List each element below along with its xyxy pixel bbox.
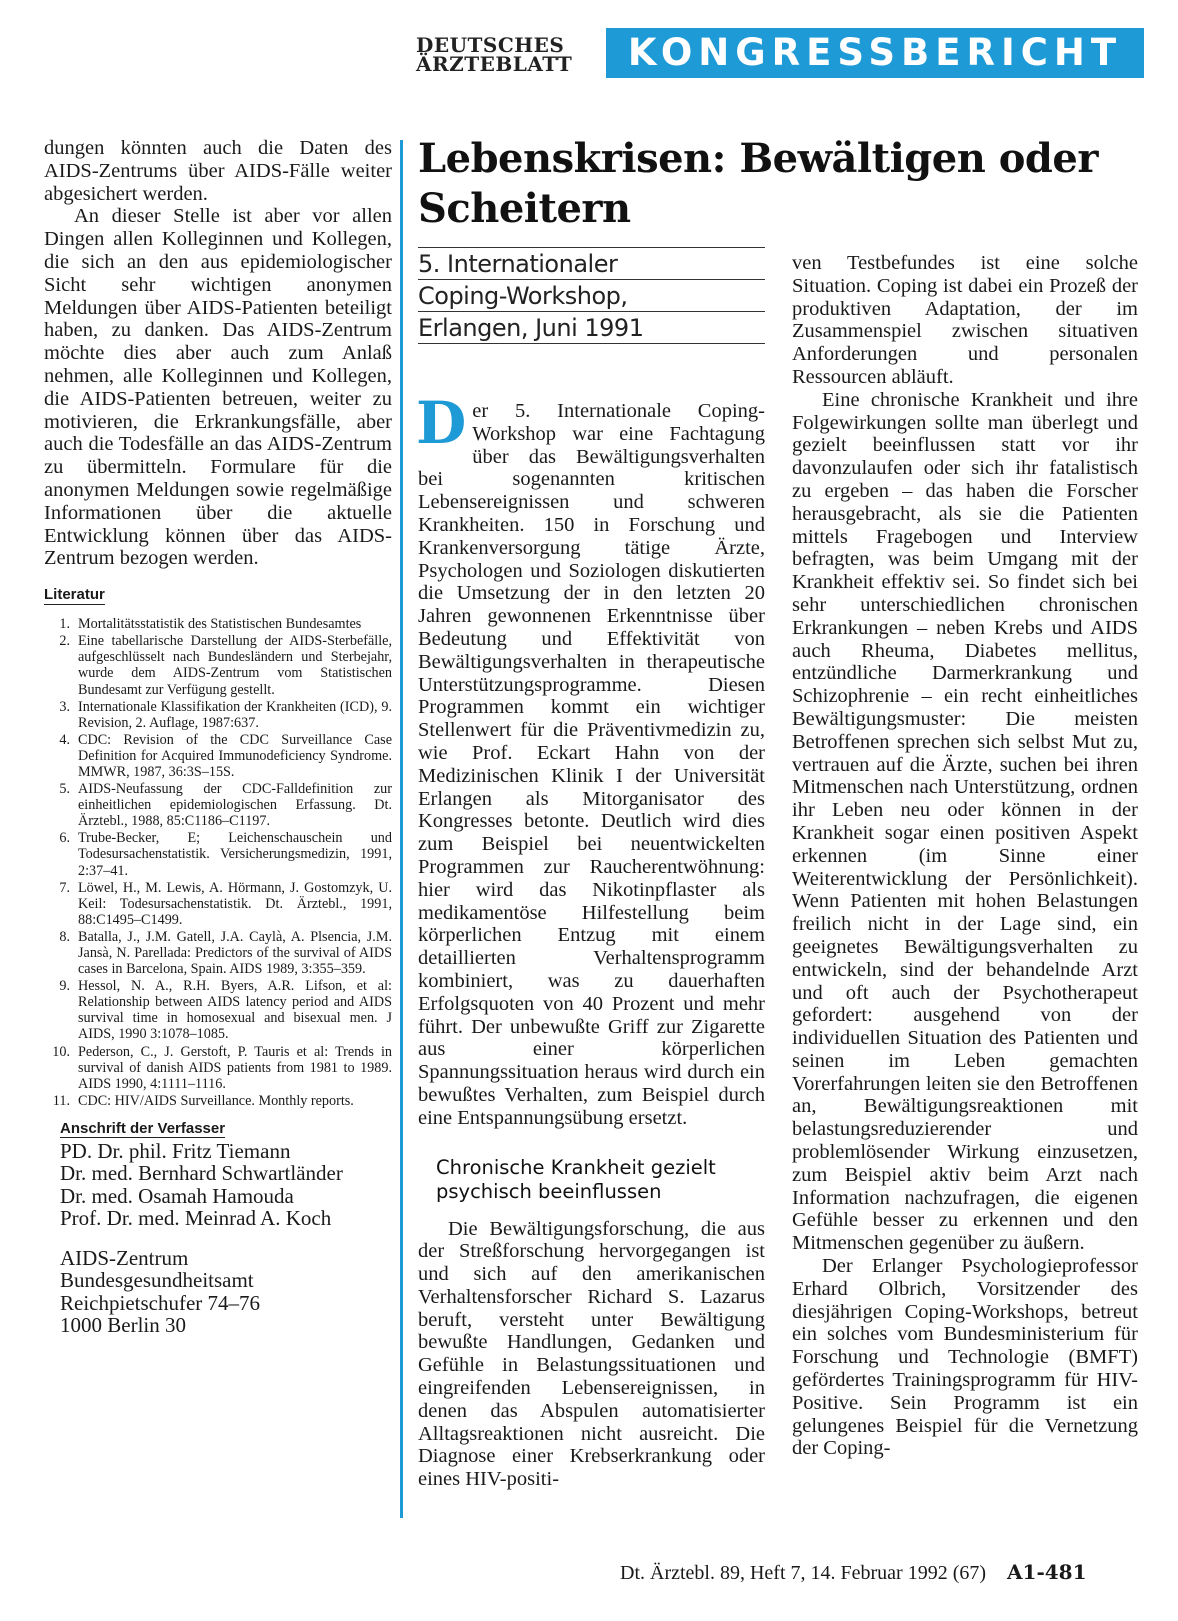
publication-name-line2: ÄRZTEBLATT	[416, 52, 573, 76]
right-column	[792, 252, 1138, 1460]
reference-number: 9.	[59, 978, 70, 995]
authors-list	[60, 1140, 392, 1230]
reference-item	[44, 929, 392, 977]
reference-text: Mortalitätsstatistik des Statistischen Bundesamtes	[78, 616, 362, 633]
middle-paragraph-2: Die Bewältigungsforschung, die aus der Streßforschung hervorgegangen ist und sich auf den amerikanischen Verhaltensforscher Richard S. Lazarus beruft, versteht unter Bewältigung bewußte Handlungen, Gedanken und Gefühle in Belastungssituationen und eingreifenden Lebensereignissen, in denen das Abspulen automatisierter Alltagsreaktionen nicht ausreicht. Die Diagnose einer Krebserkrankung oder eines HIV-positi-	[418, 1217, 765, 1491]
reference-text: AIDS-Neufassung der CDC-Falldefinition zur einheitlichen epidemiologischen Erfassung. Dt. Ärztebl., 1988, 85:C1186–C1197.	[78, 781, 392, 830]
reference-number: 5.	[59, 781, 70, 798]
right-paragraph-2: Eine chronische Krankheit und ihre Folgewirkungen sollte man überlegt und gezielt beeinflussen statt vor ihr davonzulaufen oder sich ihr fatalistisch zu ergeben – das haben die Forscher herausgebracht, als sie die Patienten mittels Fragebogen und Interview befragten, was beim Umgang mit der Krankheit effektiv sei. So findet sich bei sehr unterschiedlichen chronischen Erkrankungen – neben Krebs und AIDS auch Rheuma, Diabetes mellitus, entzündliche Darmerkrankung und Schizophrenie – ein recht einheitliches Bewältigungsmuster: Die meisten Betroffenen sprechen sich selbst Mut zu, vertrauen auf die Ärzte, suchen bei ihren Mitmenschen nach Unterstützung, ordnen ihr Leben neu oder können in der Krankheit sogar einen positiven Aspekt erkennen (im Sinne einer Weiterentwicklung der Persönlichkeit). Wenn Patienten mit hohen Belastungen freilich nicht in der Lage sind, ein geeignetes Bewältigungsverhalten zu entwickeln, sind der behandelnde Arzt und oft auch der Psychotherapeut gefordert: ausgehend von der individuellen Situation des Patienten und seinen im Leben gemachten Vorerfahrungen leiten sie den Betroffenen an, Bewältigungsreaktionen mit belastungsreduzierender und problemlösender Wirkung einzusetzen, zum Beispiel aktiv beim Arzt nach Information nachzufragen, die eigenen Gefühle besser zu erkennen und den Mitmenschen gegenüber zu äußern.	[792, 388, 1138, 1255]
address-line: Reichpietschufer 74–76	[60, 1290, 261, 1315]
page-number: A1-481	[1007, 1560, 1087, 1584]
reference-number: 10.	[52, 1043, 70, 1060]
section-banner: KONGRESSBERICHT	[606, 28, 1144, 78]
reference-item	[44, 781, 392, 829]
right-paragraph-1: ven Testbefundes ist eine solche Situation. Coping ist dabei ein Prozeß der produktiven Adaptation, der im Zusammenspiel zwischen situativen Anforderungen und personalen Ressourcen abläuft.	[792, 252, 1138, 388]
reference-item	[44, 1093, 392, 1109]
right-paragraph-3: Der Erlanger Psychologieprofessor Erhard Olbrich, Vorsitzender des diesjährigen Coping-Workshops, betreut ein solches vom Bundesministerium für Forschung und Technologie (BMFT) gefördertes Trainingsprogramm für HIV-Positive. Sein Programm ist ein gelungenes Beispiel für die Vernetzung der Coping-	[792, 1255, 1138, 1460]
address-line: 1000 Berlin 30	[60, 1313, 186, 1338]
reference-text: Eine tabellarische Darstellung der AIDS-Sterbefälle, aufgeschlüsselt nach Bundesländern und Sterbejahr, wurde dem AIDS-Zentrum vom Statistischen Bundesamt zur Verfügung gestellt.	[78, 633, 392, 698]
references-list	[44, 616, 392, 1109]
reference-item	[44, 616, 392, 632]
reference-text: CDC: Revision of the CDC Surveillance Case Definition for Acquired Immunodeficiency Syndrome. MMWR, 1987, 36:3S–15S.	[78, 731, 392, 780]
reference-item	[44, 978, 392, 1042]
section-heading: Chronische Krankheit gezielt psychisch beeinflussen	[436, 1155, 716, 1203]
reference-item	[44, 830, 392, 878]
middle-column	[416, 389, 765, 1491]
subtitle-line: 5. Internationaler	[418, 247, 765, 279]
publication-name-line1: DEUTSCHES	[416, 33, 565, 57]
author-name: Prof. Dr. med. Meinrad A. Koch	[60, 1206, 332, 1231]
author-name: PD. Dr. phil. Fritz Tiemann	[60, 1138, 291, 1163]
reference-text: Hessol, N. A., R.H. Byers, A.R. Lifson, et al: Relationship between AIDS latency period and AIDS survival time in homosexual and bisexual men. J AIDS, 1990 3:1078–1085.	[78, 978, 392, 1043]
author-name: Dr. med. Bernhard Schwartländer	[60, 1161, 343, 1186]
column-divider	[400, 140, 403, 1518]
references-heading: Literatur	[44, 586, 105, 604]
publication-logo	[416, 33, 594, 76]
page-footer	[620, 1560, 1140, 1585]
reference-number: 11.	[52, 1092, 70, 1109]
reference-text: Trube-Becker, E; Leichenschauschein und Todesursachenstatistik. Versicherungsmedizin, 1991, 2:37–41.	[78, 830, 392, 879]
reference-item	[44, 1044, 392, 1092]
author-name: Dr. med. Osamah Hamouda	[60, 1183, 294, 1208]
article-title: Lebenskrisen: Bewältigen oder Scheitern	[418, 135, 1098, 232]
address-line: AIDS-Zentrum	[60, 1245, 189, 1270]
reference-number: 8.	[59, 928, 70, 945]
reference-number: 4.	[59, 731, 70, 748]
reference-text: CDC: HIV/AIDS Surveillance. Monthly reports.	[78, 1092, 354, 1109]
left-paragraph-2: An dieser Stelle ist aber vor allen Dingen allen Kolleginnen und Kollegen, die sich an den aus epidemiologischer Sicht sehr wichtigen anonymen Meldungen über AIDS-Patienten beteiligt haben, zu danken. Das AIDS-Zentrum möchte dies aber auch zum Anlaß nehmen, alle Kolleginnen und Kollegen, die AIDS-Patienten betreuen, weiter zu motivieren, die Erkrankungsfälle, aber auch die Todesfälle an das AIDS-Zentrum zu übermitteln. Formulare für die anonymen Meldungen sowie regelmäßige Informationen über die aktuelle Entwicklung können über das AIDS-Zentrum bezogen werden.	[44, 205, 392, 570]
lead-paragraph	[416, 389, 765, 1130]
address-line: Bundesgesundheitsamt	[60, 1268, 254, 1293]
left-paragraph-1: dungen könnten auch die Daten des AIDS-Zentrums über AIDS-Fälle weiter abgesichert werden.	[44, 137, 392, 205]
reference-number: 1.	[59, 616, 70, 633]
reference-number: 7.	[59, 879, 70, 896]
reference-text: Batalla, J., J.M. Gatell, J.A. Caylà, A. Plsencia, J.M. Jansà, N. Parellada: Predictors of the survival of AIDS cases in Barcelona, Spain. AIDS 1989, 3:355–359.	[78, 928, 392, 978]
subtitle-line: Coping-Workshop,	[418, 279, 765, 311]
reference-text: Pederson, C., J. Gerstoft, P. Tauris et al: Trends in survival of danish AIDS patients from 1981 to 1989. AIDS 1990, 4:1111–1116.	[78, 1043, 392, 1092]
address-heading: Anschrift der Verfasser	[60, 1119, 226, 1137]
reference-item	[44, 699, 392, 731]
reference-number: 6.	[59, 830, 70, 847]
left-column	[44, 137, 392, 1337]
reference-item	[44, 633, 392, 697]
reference-text: Internationale Klassifikation der Krankheiten (ICD), 9. Revision, 2. Auflage, 1987:637.	[78, 698, 392, 731]
reference-item	[44, 880, 392, 928]
organization-address	[60, 1247, 392, 1337]
footer-citation: Dt. Ärztebl. 89, Heft 7, 14. Februar 1992 (67)	[620, 1562, 987, 1584]
reference-text: Löwel, H., M. Lewis, A. Hörmann, J. Gostomzyk, U. Keil: Todesursachenstatistik. Dt. Ärztebl., 1991, 88:C1495–C1499.	[78, 879, 392, 928]
article-subtitle	[418, 247, 765, 344]
lead-paragraph-text: er 5. Internationale Coping-Workshop war eine Fachtagung über das Bewältigungsverhalten bei sogenannten kritischen Lebensereignissen und schweren Krankheiten. 150 in Forschung und Krankenversorgung tätige Ärzte, Psychologen und Soziologen diskutierten die Umsetzung der in den letzten 20 Jahren gewonnenen Erkenntnisse über Bedeutung und Effektivität von Bewältigungsverhalten in therapeutische Unterstützungsprogramme. Diesen Programmen kommt ein wichtiger Stellenwert für die Präventivmedizin zu, wie Prof. Eckart Hahn von der Medizinischen Klinik I der Universität Erlangen als Mitorganisator des Kongresses betonte. Deutlich wird dies zum Beispiel bei neuentwickelten Programmen zur Raucherentwöhnung: hier wird das Nikotinpflaster als medikamentöse Hilfestellung beim körperlichen Entzug mit einem detaillierten Verhaltensprogramm kombiniert, was zu dauerhaften Erfolgsquoten von 40 Prozent und mehr führt. Der unbewußte Griff zur Zigarette aus einer körperlichen Spannungssituation heraus wird durch ein bewußtes Verhalten, zum Beispiel durch eine Entspannungsübung ersetzt.	[418, 400, 765, 1129]
reference-item	[44, 732, 392, 780]
reference-number: 3.	[59, 698, 70, 715]
reference-number: 2.	[59, 633, 70, 650]
subtitle-line: Erlangen, Juni 1991	[418, 311, 765, 344]
drop-cap: D	[416, 389, 467, 457]
